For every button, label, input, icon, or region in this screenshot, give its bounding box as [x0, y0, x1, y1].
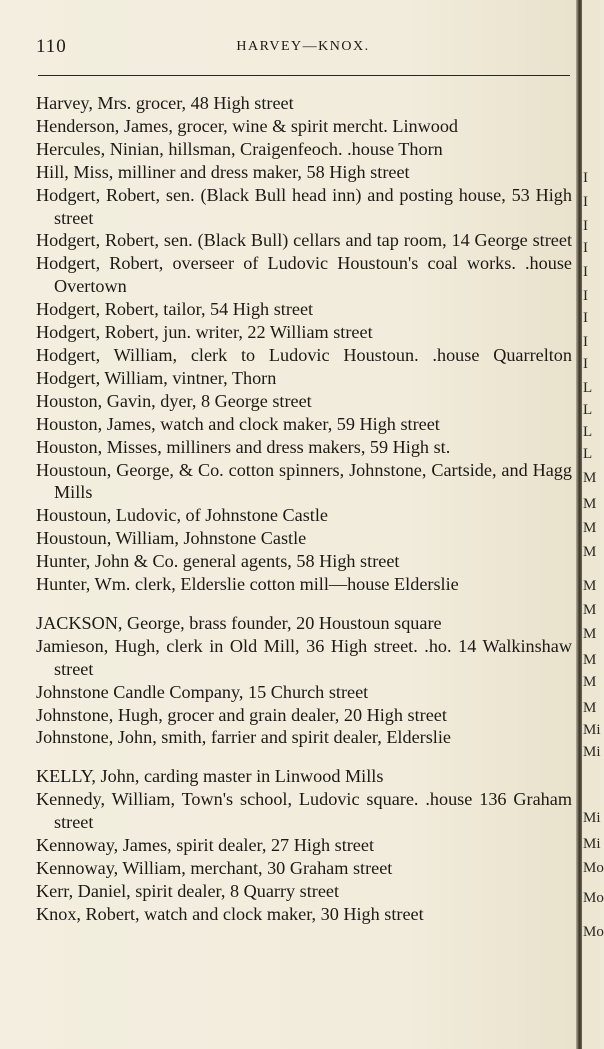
directory-entry: Jamieson, Hugh, clerk in Old Mill, 36 High street. .ho. 14 Walkinshaw street — [36, 635, 572, 679]
facing-page-letter: I — [583, 218, 588, 234]
facing-page-letter: Mo — [583, 890, 604, 906]
directory-entry: Johnstone, Hugh, grocer and grain dealer, 20 High street — [36, 704, 447, 725]
section-h — [36, 92, 572, 596]
directory-entry: Houston, James, watch and clock maker, 59 High street — [36, 413, 440, 434]
facing-page-letter: Mi — [583, 722, 601, 738]
facing-page-letter: I — [583, 194, 588, 210]
directory-entry: Hodgert, Robert, jun. writer, 22 William street — [36, 322, 373, 343]
facing-page-letter: I — [583, 310, 588, 326]
directory-entry: Hunter, John & Co. general agents, 58 High street — [36, 551, 400, 572]
directory-entry: Hodgert, Robert, overseer of Ludovic Houstoun's coal works. .house Overtown — [36, 253, 572, 297]
facing-page-letter: L — [583, 424, 593, 440]
directory-entry: Johnstone Candle Company, 15 Church street — [36, 681, 369, 702]
facing-page-letter: M — [583, 652, 597, 668]
directory-entry: KELLY, John, carding master in Linwood Mills — [36, 766, 384, 787]
facing-page-letter: M — [583, 578, 597, 594]
facing-page-letter: I — [583, 356, 588, 372]
directory-entry: Houston, Misses, milliners and dress makers, 59 High st. — [36, 436, 451, 457]
directory-entry: Hunter, Wm. clerk, Elderslie cotton mill—house Elderslie — [36, 574, 459, 595]
directory-entry: Kennoway, William, merchant, 30 Graham street — [36, 858, 393, 878]
facing-page-letter: Mo — [583, 924, 604, 940]
directory-entry: Houstoun, Ludovic, of Johnstone Castle — [36, 505, 328, 526]
facing-page-edge — [582, 0, 604, 1049]
facing-page-letter: Mi — [583, 836, 601, 852]
facing-page-letter: I — [583, 170, 588, 186]
facing-page-letter: M — [583, 626, 597, 642]
facing-page-letter: M — [583, 544, 597, 560]
facing-page-letter: L — [583, 446, 593, 462]
facing-page-letter: I — [583, 264, 588, 280]
directory-entry: Kennoway, James, spirit dealer, 27 High street — [36, 835, 375, 856]
directory-entry: Houstoun, George, & Co. cotton spinners, Johnstone, Cartside, and Hagg Mills — [36, 459, 572, 503]
facing-page-letter: L — [583, 380, 593, 396]
directory-entry: Kerr, Daniel, spirit dealer, 8 Quarry street — [36, 880, 340, 901]
section-j — [36, 612, 572, 749]
directory-entry: Harvey, Mrs. grocer, 48 High street — [36, 93, 294, 113]
running-head: HARVEY—KNOX. — [236, 39, 370, 54]
facing-page-letter: M — [583, 496, 597, 512]
facing-page-letter: I — [583, 288, 588, 304]
facing-page-letter: M — [583, 520, 597, 536]
facing-page-letter: M — [583, 470, 597, 486]
directory-entry: Hodgert, Robert, sen. (Black Bull) cellars and tap room, 14 George street — [36, 230, 572, 251]
directory-entry: Hodgert, William, clerk to Ludovic Houstoun. .house Quarrelton — [36, 344, 572, 365]
directory-entry: Kennedy, William, Town's school, Ludovic square. .house 136 Graham street — [36, 789, 572, 833]
directory-entry: JACKSON, George, brass founder, 20 Houstoun square — [36, 612, 442, 633]
directory-entry: Knox, Robert, watch and clock maker, 30 High street — [36, 903, 424, 924]
directory-entry: Hodgert, William, vintner, Thorn — [36, 367, 277, 388]
directory-entry: Johnstone, John, smith, farrier and spirit dealer, Elderslie — [36, 727, 451, 748]
facing-page-letter: Mo — [583, 860, 604, 876]
facing-page-letter: I — [583, 334, 588, 350]
directory-entry: Hodgert, Robert, tailor, 54 High street — [36, 299, 314, 320]
directory-entry: Hercules, Ninian, hillsman, Craigenfeoch. .house Thorn — [36, 138, 443, 159]
directory-entry: Henderson, James, grocer, wine & spirit mercht. Linwood — [36, 115, 459, 136]
section-k — [36, 765, 572, 925]
page-header — [36, 36, 570, 58]
facing-page-letter: L — [583, 402, 593, 418]
directory-entries — [36, 92, 572, 926]
header-rule — [38, 75, 570, 76]
facing-page-letter: Mi — [583, 744, 601, 760]
facing-page-letter: M — [583, 700, 597, 716]
facing-page-letter: M — [583, 602, 597, 618]
facing-page-letter: Mi — [583, 810, 601, 826]
directory-entry: Hill, Miss, milliner and dress maker, 58 High street — [36, 161, 410, 182]
facing-page-letter: M — [583, 674, 597, 690]
directory-entry: Houstoun, William, Johnstone Castle — [36, 528, 307, 549]
page-number: 110 — [36, 36, 67, 57]
facing-page-letter: I — [583, 240, 588, 256]
directory-entry: Houston, Gavin, dyer, 8 George street — [36, 390, 312, 411]
directory-entry: Hodgert, Robert, sen. (Black Bull head inn) and posting house, 53 High street — [36, 184, 572, 228]
